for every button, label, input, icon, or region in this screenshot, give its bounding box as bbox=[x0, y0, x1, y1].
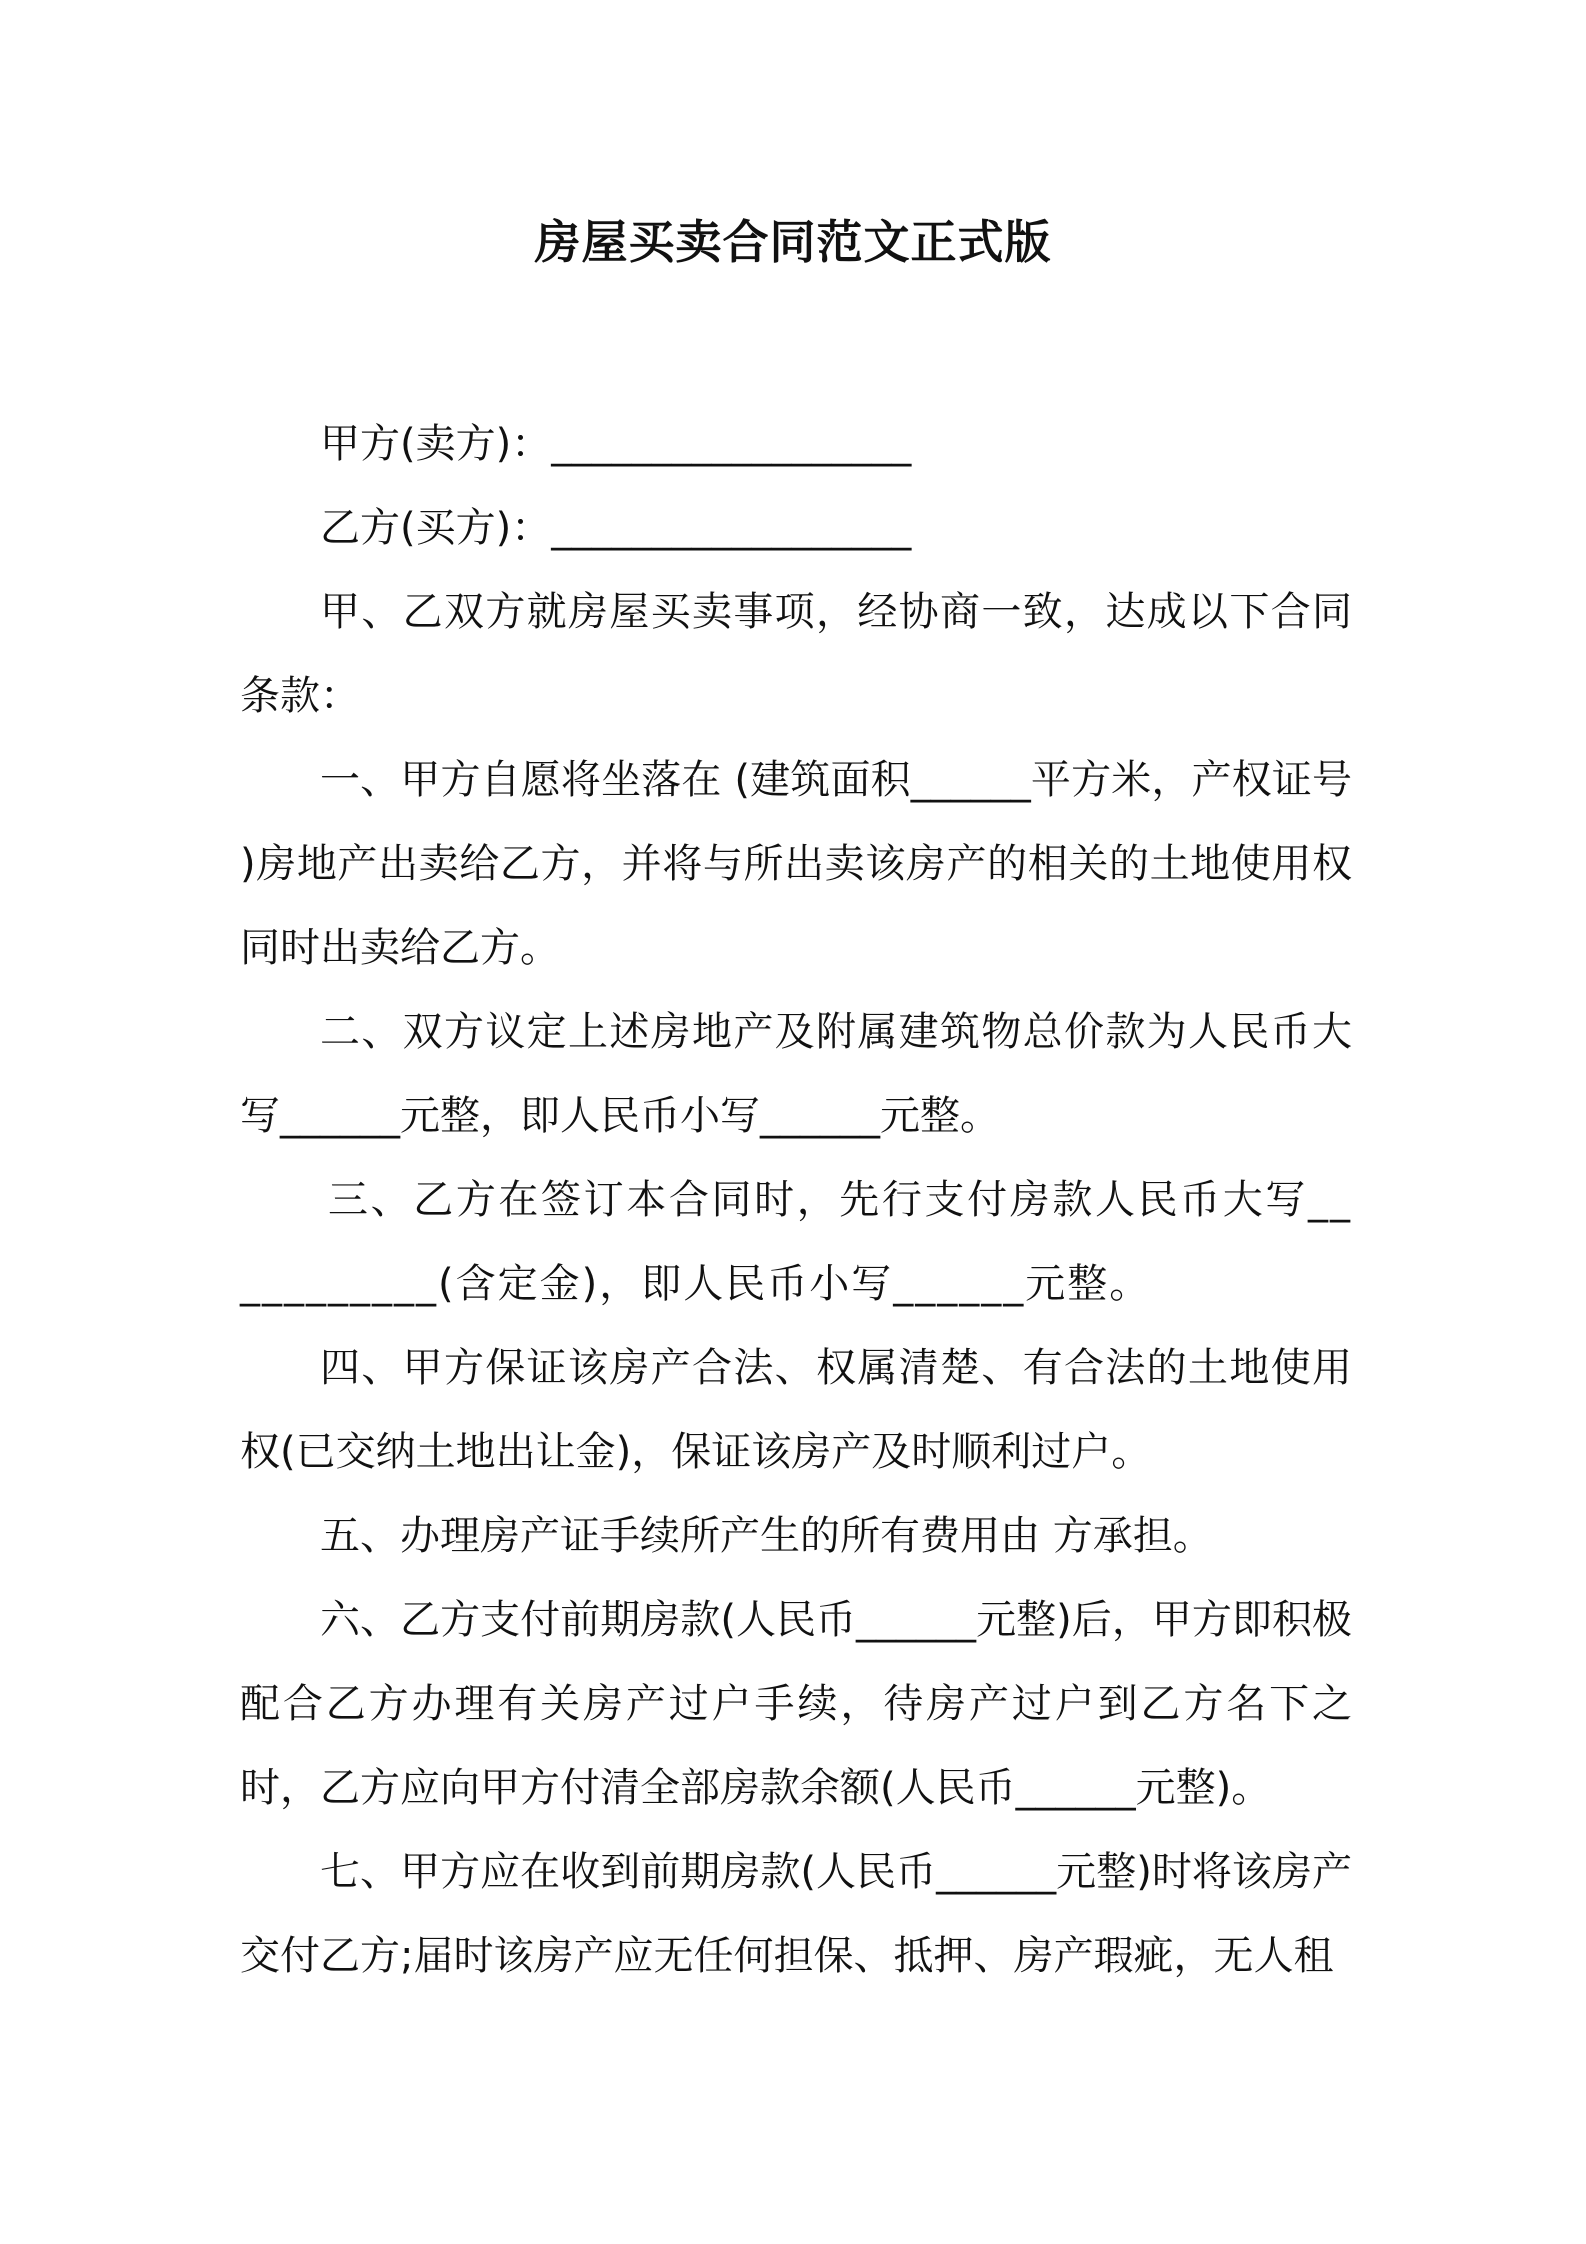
clause-4: 四、甲方保证该房产合法、权属清楚、有合法的土地使用权(已交纳土地出让金)，保证该房产及时顺利过户。 bbox=[240, 1345, 1352, 1475]
clause-7: 七、甲方应在收到前期房款(人民币______元整)时将该房产交付乙方;届时该房产应无任何担保、抵押、房产瑕疵，无人租 bbox=[240, 1849, 1352, 1979]
clause-2: 二、双方议定上述房地产及附属建筑物总价款为人民币大写______元整，即人民币小写______元整。 bbox=[240, 1009, 1352, 1139]
clause-5: 五、办理房产证手续所产生的所有费用由 方承担。 bbox=[320, 1513, 1213, 1559]
document-title: 房屋买卖合同范文正式版 bbox=[534, 215, 1052, 269]
party-b-line: 乙方(买方)：__________________ bbox=[320, 505, 912, 551]
party-a-line: 甲方(卖方)：__________________ bbox=[320, 421, 912, 467]
clause-6: 六、乙方支付前期房款(人民币______元整)后，甲方即积极配合乙方办理有关房产过户手续，待房产过户到乙方名下之时，乙方应向甲方付清全部房款余额(人民币______元整)。 bbox=[240, 1597, 1352, 1811]
contract-body bbox=[240, 402, 1352, 1998]
clause-1: 一、甲方自愿将坐落在 (建筑面积______平方米，产权证号 )房地产出卖给乙方，并将与所出卖该房产的相关的土地使用权同时出卖给乙方。 bbox=[240, 757, 1352, 971]
intro-paragraph: 甲、乙双方就房屋买卖事项，经协商一致，达成以下合同条款： bbox=[240, 589, 1352, 719]
clause-3: 三、乙方在签订本合同时，先行支付房款人民币大写___________(含定金)，即人民币小写______元整。 bbox=[240, 1177, 1352, 1307]
